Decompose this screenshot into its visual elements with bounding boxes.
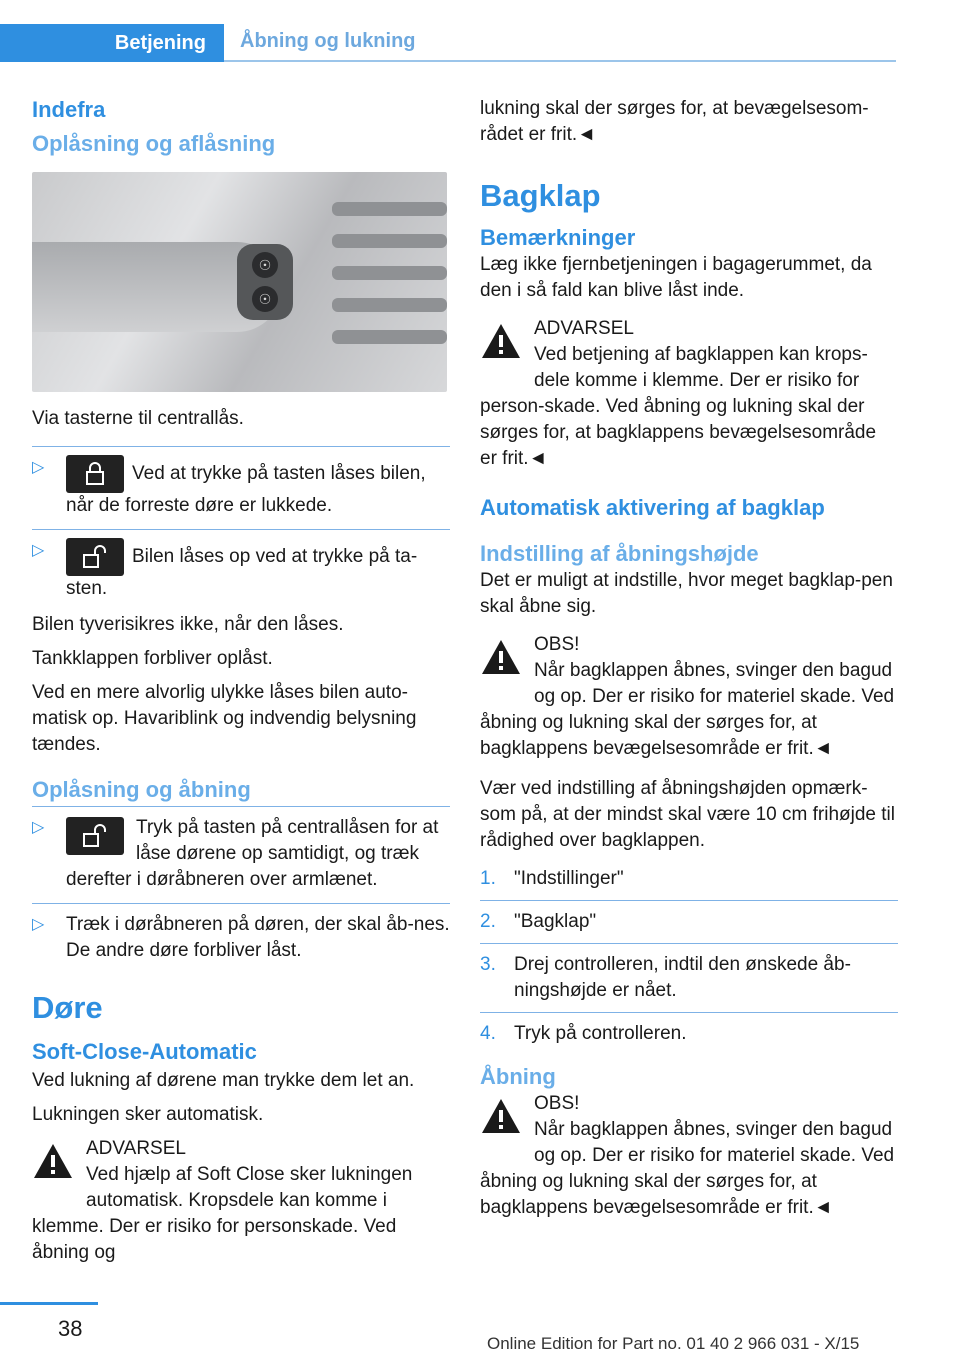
divider [32,903,450,904]
vent-slat [332,234,447,248]
bullet-text: Bilen låses op ved at trykke på ta-sten. [66,546,418,599]
photo-caption: Via tasterne til centrallås. [32,408,244,429]
warning-triangle-icon [480,1097,526,1141]
divider [480,943,898,944]
list-item [480,1021,898,1047]
section-tab-betjening[interactable]: Betjening [0,24,224,62]
warning-text: Ved betjening af bagklappen kan krops-dele komme i klemme. Der er risiko for person-skade. Ved åbning og lukning skal der sørges for, at bagklappens bevægelsesområde er frit.◄ [480,344,877,469]
unlock-icon: ☉ [252,252,278,278]
list-item [32,912,450,964]
paragraph: lukning skal der sørges for, at bevægelsesom-rådet er frit.◄ [480,98,869,145]
paragraph: Ved en mere alvorlig ulykke låses bilen auto-matisk op. Havariblink og indvendig belysning tændes. [32,682,417,755]
warning-text: Når bagklappen åbnes, svinger den bagud og op. Der er risiko for materiel skade. Ved åbning og lukning skal der sørges for, at bagklappens bevægelsesområde er frit.◄ [480,660,895,759]
warning-box [480,316,898,472]
step-text: Tryk på controlleren. [514,1023,687,1044]
divider [480,900,898,901]
warning-text: Ved hjælp af Soft Close sker lukningen automatisk. Kropsdele kan komme i klemme. Der er risiko for personskade. Ved åbning og [32,1164,413,1263]
paragraph: Lukningen sker automatisk. [32,1104,264,1125]
step-text: Drej controlleren, indtil den ønskede åb-ningshøjde er nået. [514,954,851,1001]
steps-list [480,866,898,1047]
right-column [480,96,898,1231]
bullet-text: Ved at trykke på tasten låses bilen, når de forreste døre er lukkede. [66,463,426,516]
divider [32,446,450,447]
paragraph: Bilen tyverisikres ikke, når den låses. [32,614,344,635]
list-item [480,909,898,935]
heading-automatisk-aktivering: Automatisk aktivering af bagklap [480,495,825,520]
edition-footer: Online Edition for Part no. 01 40 2 966 031 - X/15 [487,1334,860,1353]
door-lock-switch-photo [32,172,447,392]
warning-title: OBS! [534,634,580,655]
section-tab-aabning-lukning[interactable]: Åbning og lukning [240,30,416,52]
step-text: "Indstillinger" [514,868,624,889]
divider [480,1012,898,1013]
bullet-triangle-icon: ▷ [32,916,45,933]
heading-bagklap: Bagklap [480,178,601,213]
bullet-triangle-icon: ▷ [32,819,45,836]
step-number: 2. [480,911,496,932]
lock-key-icon [66,455,124,493]
paragraph: Tankklappen forbliver oplåst. [32,648,273,669]
warning-box [32,1136,450,1266]
list-item [32,455,450,519]
footer-divider [0,1302,98,1305]
bullet-triangle-icon: ▷ [32,459,45,476]
list-item [32,538,450,602]
warning-title: ADVARSEL [534,318,634,339]
list-item [480,952,898,1004]
page-header [0,0,960,62]
vent-slat [332,298,447,312]
step-number: 1. [480,868,496,889]
heading-aabning: Åbning [480,1064,556,1089]
bullet-text: Træk i døråbneren på døren, der skal åb-nes. De andre døre forbliver låst. [66,914,450,961]
left-column [32,96,450,1276]
warning-title: OBS! [534,1093,580,1114]
unlock-key-icon [66,817,124,855]
list-item [32,815,450,893]
heading-doere: Døre [32,990,103,1025]
page-number: 38 [58,1316,83,1341]
paragraph: Det er muligt at indstille, hvor meget bagklap-pen skal åbne sig. [480,570,893,617]
warning-triangle-icon [480,322,526,366]
warning-title: ADVARSEL [86,1138,186,1159]
paragraph: Læg ikke fjernbetjeningen i bagagerummet, da den i så fald kan blive låst inde. [480,254,872,301]
step-number: 3. [480,954,496,975]
bullet-text: Tryk på tasten på centrallåsen for at låse dørene op samtidigt, og træk derefter i døråbneren over armlænet. [66,817,439,890]
heading-oplaasning-aabning: Oplåsning og åbning [32,777,251,802]
heading-bemaerkninger: Bemærkninger [480,225,636,250]
vent-slat [332,266,447,280]
header-divider [224,60,896,62]
heading-indstilling: Indstilling af åbningshøjde [480,541,759,566]
warning-box [480,632,898,762]
paragraph: Vær ved indstilling af åbningshøjden opmærk-som på, at der mindst skal være 10 cm frihøjde til rådighed over bagklappen. [480,778,895,851]
heading-oplaasning-aflaasning: Oplåsning og aflåsning [32,131,276,156]
list-item [480,866,898,892]
unlock-key-icon [66,538,124,576]
warning-text: Når bagklappen åbnes, svinger den bagud og op. Der er risiko for materiel skade. Ved åbning og lukning skal der sørges for, at bagklappens bevægelsesområde er frit.◄ [480,1119,895,1218]
heading-indefra: Indefra [32,97,106,122]
warning-box [480,1091,898,1221]
step-text: "Bagklap" [514,911,597,932]
warning-triangle-icon [32,1142,78,1186]
bullet-triangle-icon: ▷ [32,542,45,559]
divider [32,806,450,807]
vent-slat [332,202,447,216]
warning-triangle-icon [480,638,526,682]
paragraph: Ved lukning af dørene man trykke dem let an. [32,1070,415,1091]
step-number: 4. [480,1023,496,1044]
divider [32,529,450,530]
vent-slat [332,330,447,344]
heading-softclose: Soft-Close-Automatic [32,1039,257,1064]
lock-icon: ☉ [252,286,278,312]
